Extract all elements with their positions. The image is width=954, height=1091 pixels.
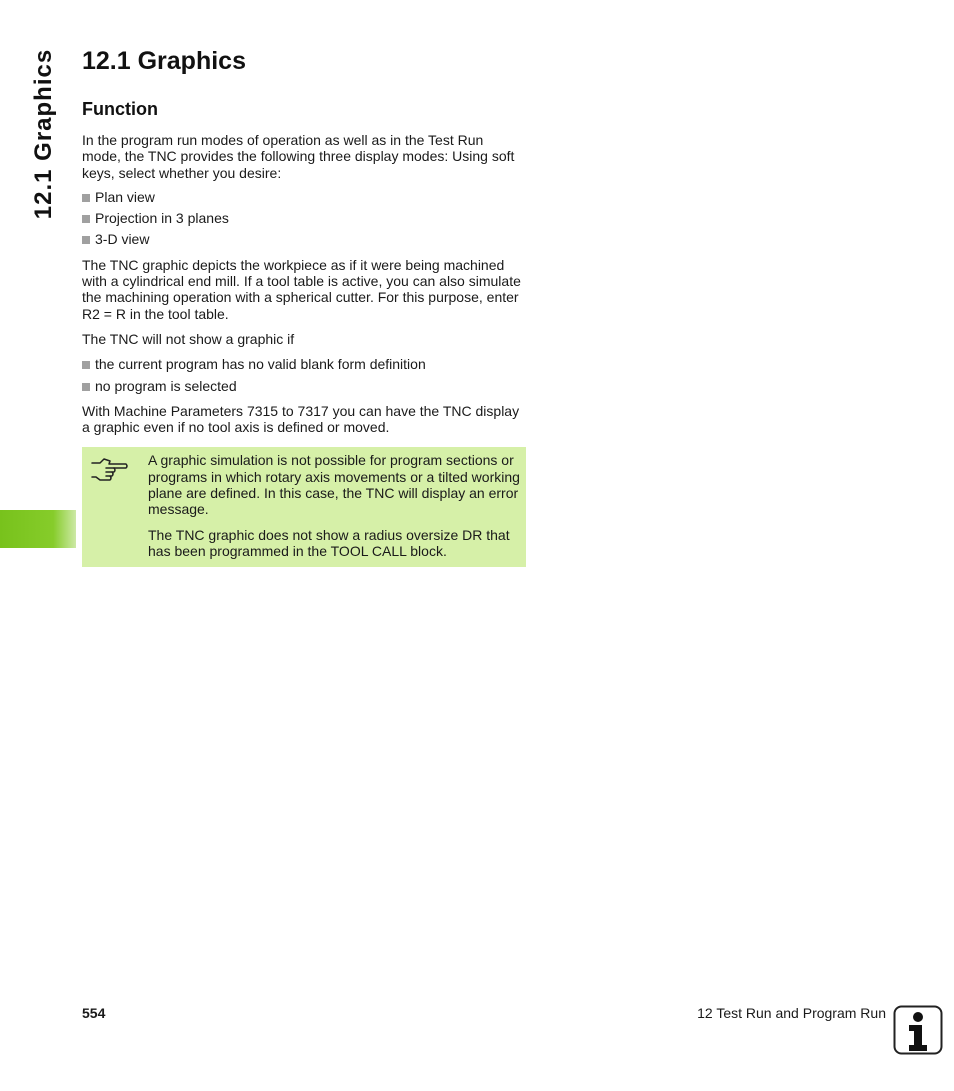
note-text [148,452,520,559]
side-chapter-title [22,44,66,224]
bullet-square-icon [82,236,90,244]
bullet-square-icon [82,215,90,223]
section-title: 12.1 Graphics [82,47,246,75]
machine-params-paragraph: With Machine Parameters 7315 to 7317 you can have the TNC display a graphic even if no tool axis is defined or moved. [82,402,520,436]
list-item [82,356,526,372]
list-item-text: Projection in 3 planes [95,210,229,227]
pointing-hand-icon [90,455,128,481]
list-item-text: the current program has no valid blank form definition [95,356,426,373]
graphic-paragraph: The TNC graphic depicts the workpiece as if it were being machined with a cylindrical end mill. If a tool table is active, you can also simulate the machining operation with a spherical cutter. For this purpose, enter R2 = R in the tool table. [82,256,521,322]
page-number: 554 [82,1005,106,1021]
bullet-square-icon [82,361,90,369]
note-paragraph-2: The TNC graphic does not show a radius oversize DR that has been programmed in the TOOL CALL block. [148,526,510,559]
bullet-square-icon [82,383,90,391]
bullet-square-icon [82,194,90,202]
main-content [82,44,526,567]
display-modes-list [82,189,526,248]
note-box [82,447,526,567]
list-item-text: 3-D view [95,231,150,248]
side-chapter-title-text: 12.1 Graphics [30,48,58,220]
conditions-list [82,356,526,394]
not-show-paragraph: The TNC will not show a graphic if [82,330,295,347]
list-item [82,189,526,205]
list-item [82,231,526,247]
chapter-tab-marker [0,510,76,548]
footer-chapter-title: 12 Test Run and Program Run [697,1005,886,1021]
list-item-text: Plan view [95,188,155,205]
list-item-text: no program is selected [95,377,237,394]
list-item [82,378,526,394]
info-icon [893,1005,943,1055]
note-paragraph-1: A graphic simulation is not possible for program sections or programs in which rotary axis movements or a tilted working plane are defined. In this case, the TNC will display an error message. [148,452,520,518]
list-item [82,210,526,226]
section-subtitle: Function [82,99,158,119]
intro-paragraph: In the program run modes of operation as well as in the Test Run mode, the TNC provides the following three display modes: Using soft keys, select whether you desire: [82,132,515,181]
